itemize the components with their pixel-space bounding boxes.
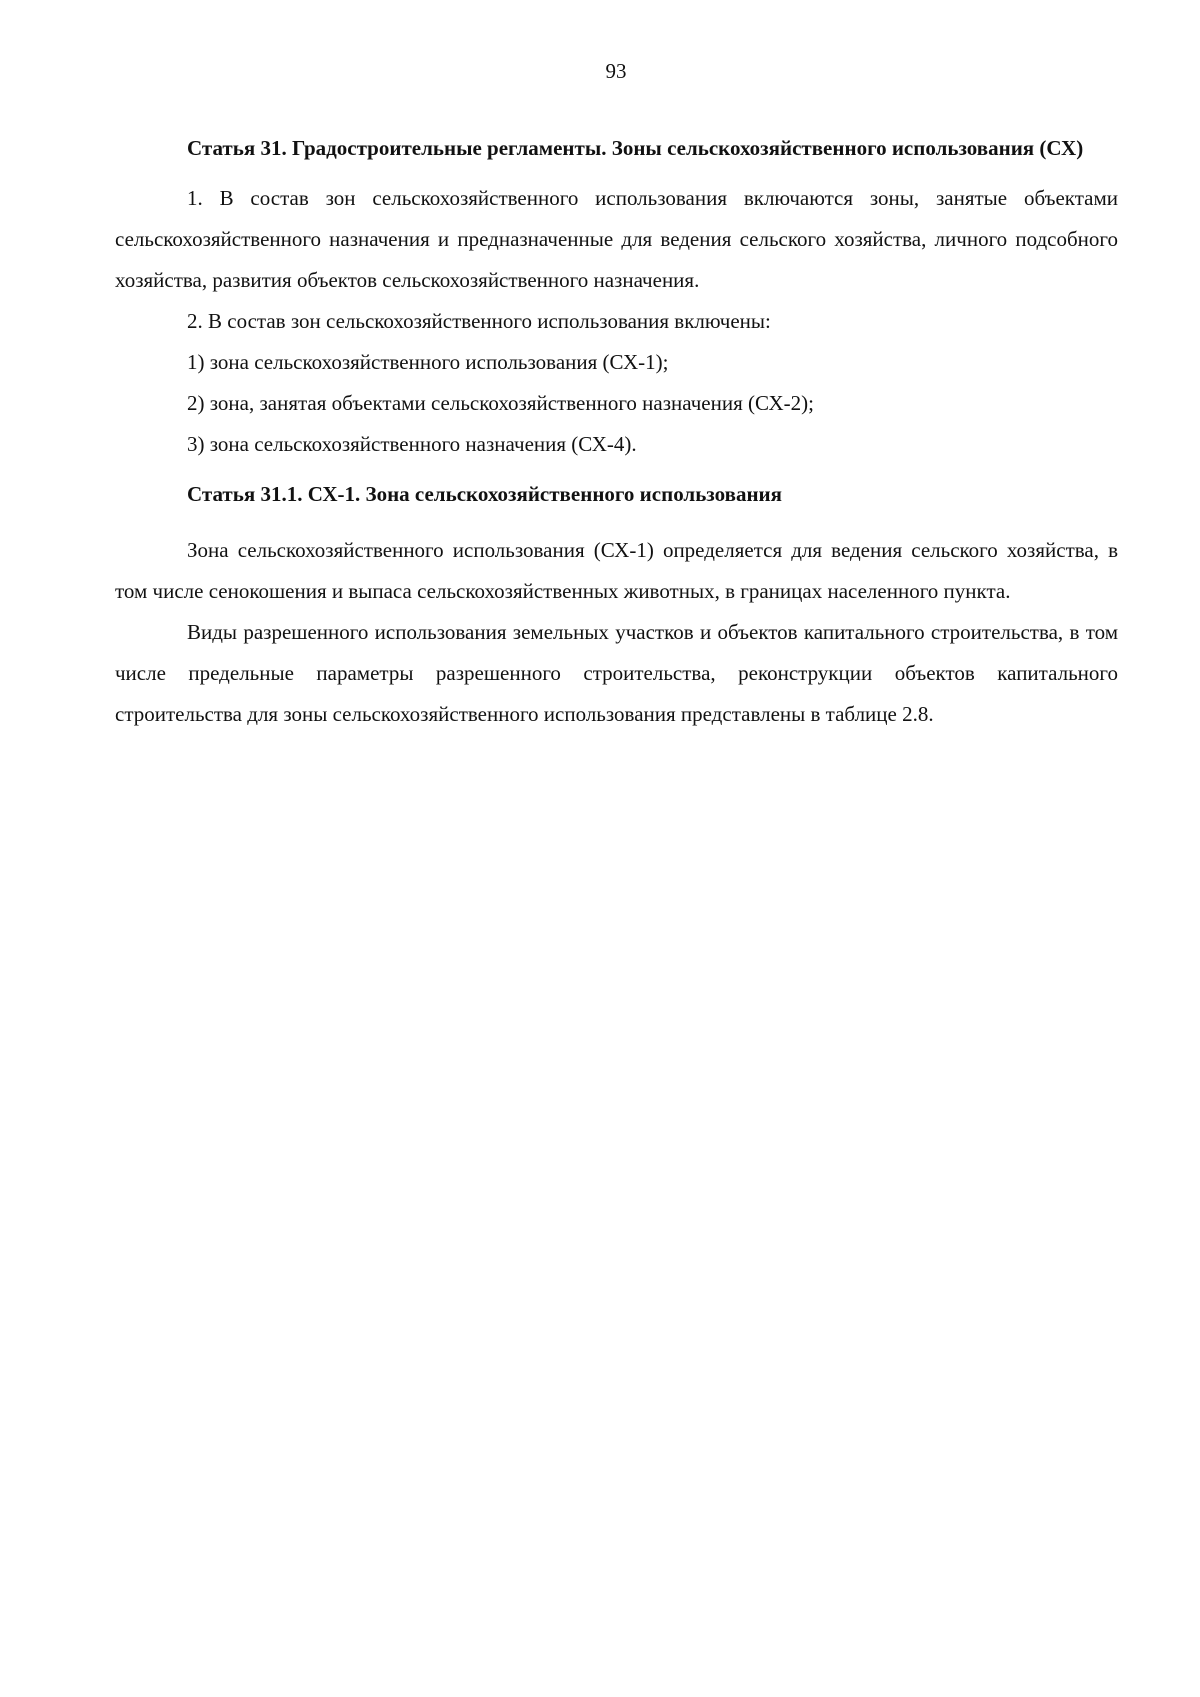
article-31-1-paragraph-1: Зона сельскохозяйственного использования (СХ-1) определяется для ведения сельского хозяйства, в том числе сенокошения и выпаса сельскохозяйственных животных, в границах населенного пункта. [115, 538, 1118, 603]
list-item: 1) зона сельскохозяйственного использования (СХ-1); [187, 350, 669, 374]
article-31-1-heading: Статья 31.1. СХ-1. Зона сельскохозяйственного использования [187, 482, 783, 506]
article-31-1-paragraph-2: Виды разрешенного использования земельных участков и объектов капитального строительства, в том числе предельные параметры разрешенного строительства, реконструкции объектов капитального строительства для зоны сельскохозяйственного использования представлены в таблице 2.8. [115, 620, 1118, 726]
list-item: 2) зона, занятая объектами сельскохозяйственного назначения (СХ-2); [187, 391, 814, 415]
document-body [115, 128, 1118, 735]
article-31-paragraph-2: 2. В состав зон сельскохозяйственного использования включены: [187, 309, 771, 333]
article-31-paragraph-1: 1. В состав зон сельскохозяйственного использования включаются зоны, занятые объектами сельскохозяйственного назначения и предназначенные для ведения сельского хозяйства, личного подсобного хозяйства, развития объектов сельскохозяйственного назначения. [115, 186, 1118, 292]
article-31-heading: Статья 31. Градостроительные регламенты. Зоны сельскохозяйственного использования (СХ) [187, 136, 1084, 160]
list-item: 3) зона сельскохозяйственного назначения (СХ-4). [187, 432, 637, 456]
page-number: 93 [605, 59, 627, 83]
